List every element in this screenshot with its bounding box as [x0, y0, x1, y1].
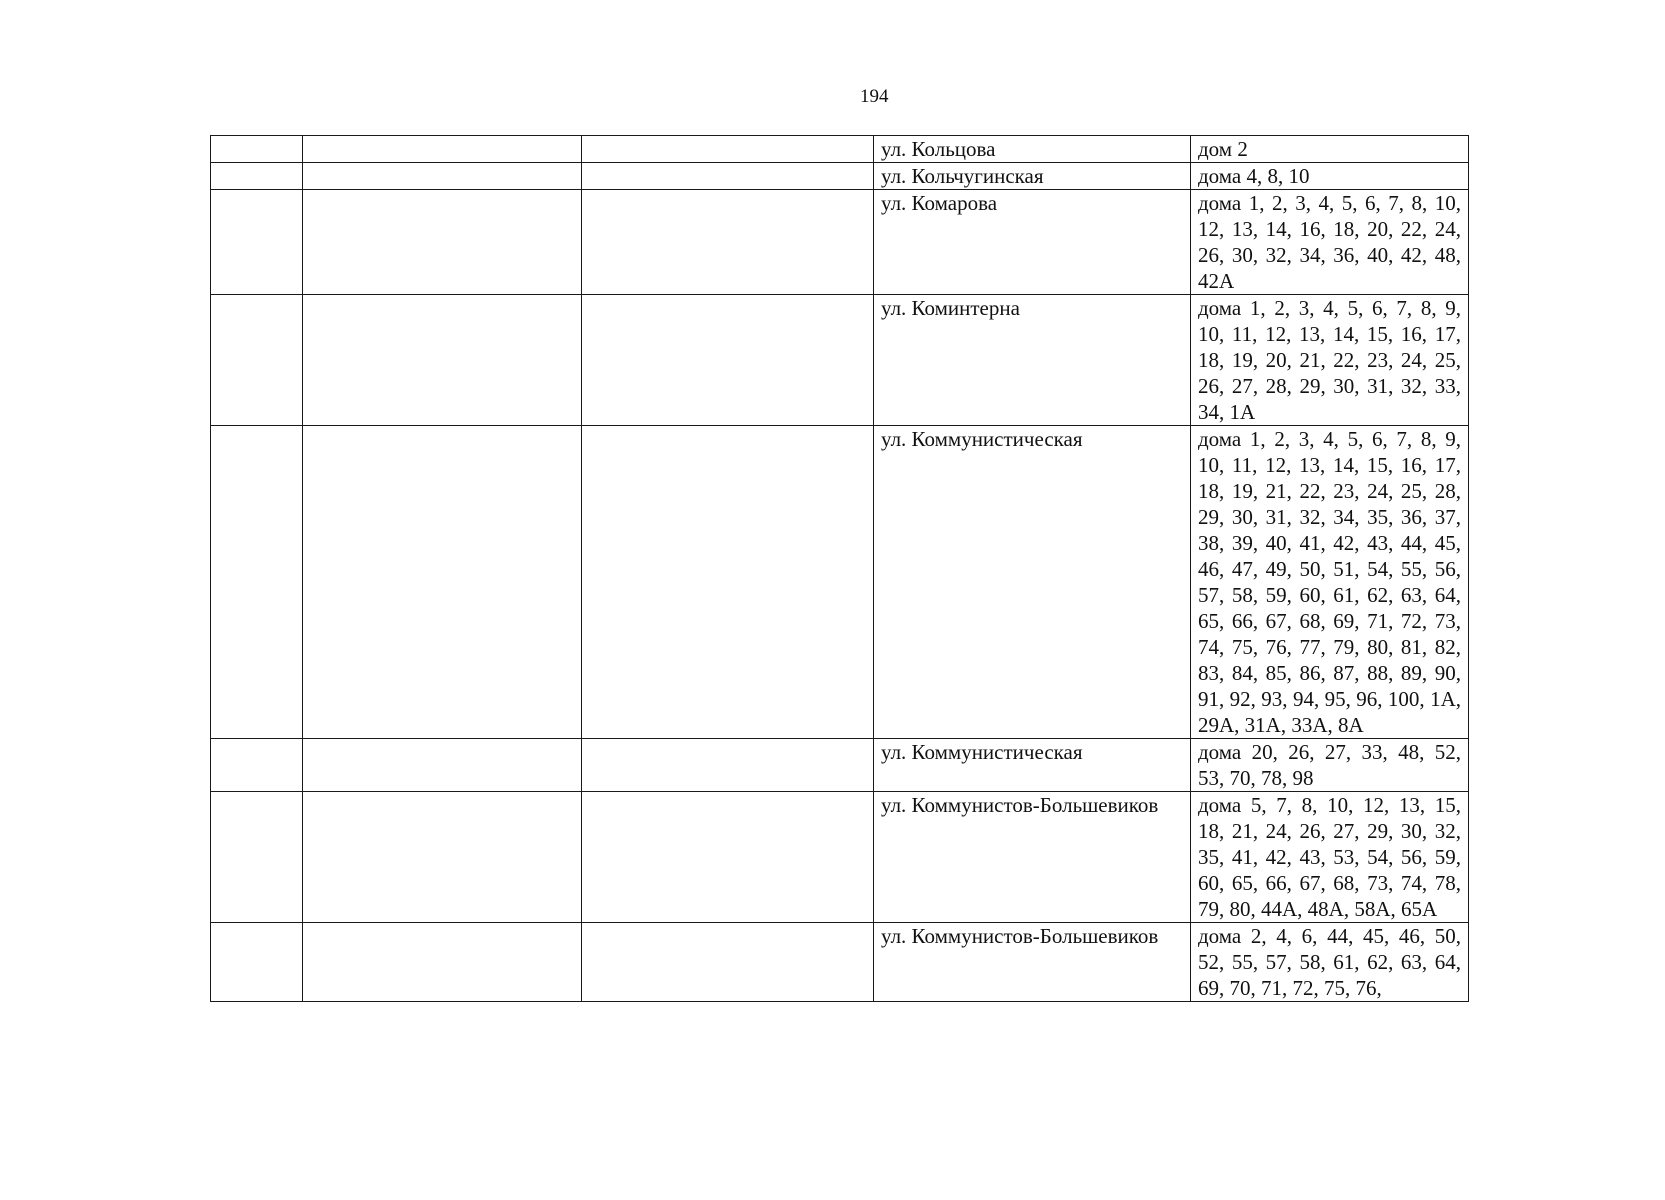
cell-number [211, 190, 303, 295]
table-row [211, 792, 1469, 923]
cell-district [303, 295, 582, 426]
cell-number [211, 136, 303, 163]
table-row [211, 163, 1469, 190]
table-row [211, 295, 1469, 426]
cell-area [582, 426, 874, 739]
street-cell: ул. Коммунистическая [874, 426, 1191, 739]
cell-area [582, 792, 874, 923]
street-cell: ул. Кольчугинская [874, 163, 1191, 190]
cell-district [303, 739, 582, 792]
cell-number [211, 792, 303, 923]
street-cell: ул. Коммунистов-Большевиков [874, 792, 1191, 923]
street-cell: ул. Коминтерна [874, 295, 1191, 426]
houses-cell: дома 2, 4, 6, 44, 45, 46, 50, 52, 55, 57, 58, 61, 62, 63, 64, 69, 70, 71, 72, 75, 76, [1191, 923, 1469, 1002]
cell-district [303, 136, 582, 163]
table-row [211, 426, 1469, 739]
houses-cell: дома 20, 26, 27, 33, 48, 52, 53, 70, 78, 98 [1191, 739, 1469, 792]
cell-number [211, 426, 303, 739]
cell-district [303, 163, 582, 190]
street-cell: ул. Коммунистов-Большевиков [874, 923, 1191, 1002]
table-row [211, 190, 1469, 295]
houses-cell: дома 1, 2, 3, 4, 5, 6, 7, 8, 10, 12, 13, 14, 16, 18, 20, 22, 24, 26, 30, 32, 34, 36, 40, 42, 48, 42А [1191, 190, 1469, 295]
cell-area [582, 190, 874, 295]
street-cell: ул. Коммунистическая [874, 739, 1191, 792]
houses-cell: дом 2 [1191, 136, 1469, 163]
cell-district [303, 426, 582, 739]
houses-cell: дома 1, 2, 3, 4, 5, 6, 7, 8, 9, 10, 11, 12, 13, 14, 15, 16, 17, 18, 19, 20, 21, 22, 23, 24, 25, 26, 27, 28, 29, 30, 31, 32, 33, 34, 1А [1191, 295, 1469, 426]
cell-number [211, 295, 303, 426]
cell-area [582, 739, 874, 792]
cell-number [211, 923, 303, 1002]
cell-area [582, 163, 874, 190]
page-number: 194 [860, 86, 889, 107]
table-row [211, 136, 1469, 163]
cell-district [303, 923, 582, 1002]
address-table [210, 135, 1469, 1002]
houses-cell: дома 1, 2, 3, 4, 5, 6, 7, 8, 9, 10, 11, 12, 13, 14, 15, 16, 17, 18, 19, 21, 22, 23, 24, 25, 28, 29, 30, 31, 32, 34, 35, 36, 37, 38, 39, 40, 41, 42, 43, 44, 45, 46, 47, 49, 50, 51, 54, 55, 56, 57, 58, 59, 60, 61, 62, 63, 64, 65, 66, 67, 68, 69, 71, 72, 73, 74, 75, 76, 77, 79, 80, 81, 82, 83, 84, 85, 86, 87, 88, 89, 90, 91, 92, 93, 94, 95, 96, 100, 1А, 29А, 31А, 33А, 8А [1191, 426, 1469, 739]
street-cell: ул. Комарова [874, 190, 1191, 295]
street-cell: ул. Кольцова [874, 136, 1191, 163]
cell-area [582, 295, 874, 426]
cell-district [303, 792, 582, 923]
houses-cell: дома 4, 8, 10 [1191, 163, 1469, 190]
cell-area [582, 923, 874, 1002]
table-row [211, 739, 1469, 792]
cell-area [582, 136, 874, 163]
table-row [211, 923, 1469, 1002]
cell-number [211, 739, 303, 792]
cell-district [303, 190, 582, 295]
cell-number [211, 163, 303, 190]
houses-cell: дома 5, 7, 8, 10, 12, 13, 15, 18, 21, 24, 26, 27, 29, 30, 32, 35, 41, 42, 43, 53, 54, 56, 59, 60, 65, 66, 67, 68, 73, 74, 78, 79, 80, 44А, 48А, 58А, 65А [1191, 792, 1469, 923]
